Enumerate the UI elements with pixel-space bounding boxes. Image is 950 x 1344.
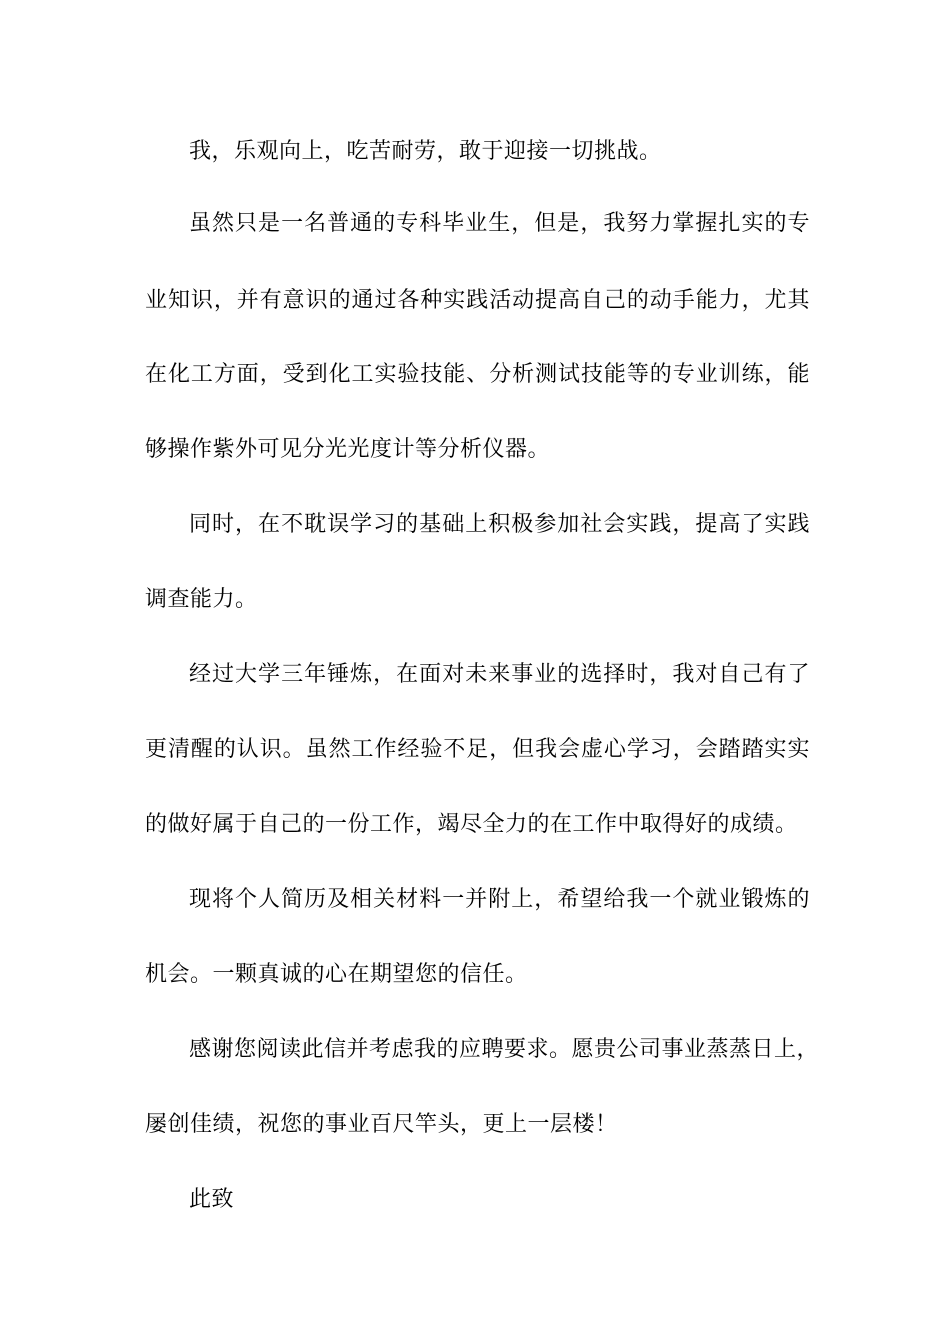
paragraph-6-line-1: 感谢您阅读此信并考虑我的应聘要求。愿贵公司事业蒸蒸日上， [189,1037,820,1062]
paragraph-2-line-4: 够操作紫外可见分光光度计等分析仪器。 [145,437,551,462]
paragraph-4-line-2: 更清醒的认识。虽然工作经验不足，但我会虚心学习，会踏踏实实 [145,737,810,762]
paragraph-1-line-1: 我，乐观向上，吃苦耐劳，敢于迎接一切挑战。 [189,139,662,164]
closing-salutation: 此致 [189,1187,235,1212]
paragraph-2-line-3: 在化工方面，受到化工实验技能、分析测试技能等的专业训练，能 [145,362,810,387]
paragraph-3-line-1: 同时，在不耽误学习的基础上积极参加社会实践，提高了实践 [189,512,810,537]
paragraph-5-line-2: 机会。一颗真诚的心在期望您的信任。 [145,962,528,987]
paragraph-4-line-3: 的做好属于自己的一份工作，竭尽全力的在工作中取得好的成绩。 [145,812,798,837]
paragraph-3-line-2: 调查能力。 [145,587,258,612]
paragraph-6-line-2: 屡创佳绩，祝您的事业百尺竿头，更上一层楼！ [145,1112,618,1137]
paragraph-4-line-1: 经过大学三年锤炼，在面对未来事业的选择时，我对自己有了 [189,662,810,687]
paragraph-2-line-2: 业知识，并有意识的通过各种实践活动提高自己的动手能力，尤其 [145,288,810,313]
paragraph-5-line-1: 现将个人简历及相关材料一并附上，希望给我一个就业锻炼的 [189,887,810,912]
paragraph-2-line-1: 虽然只是一名普通的专科毕业生，但是，我努力掌握扎实的专 [189,211,810,236]
